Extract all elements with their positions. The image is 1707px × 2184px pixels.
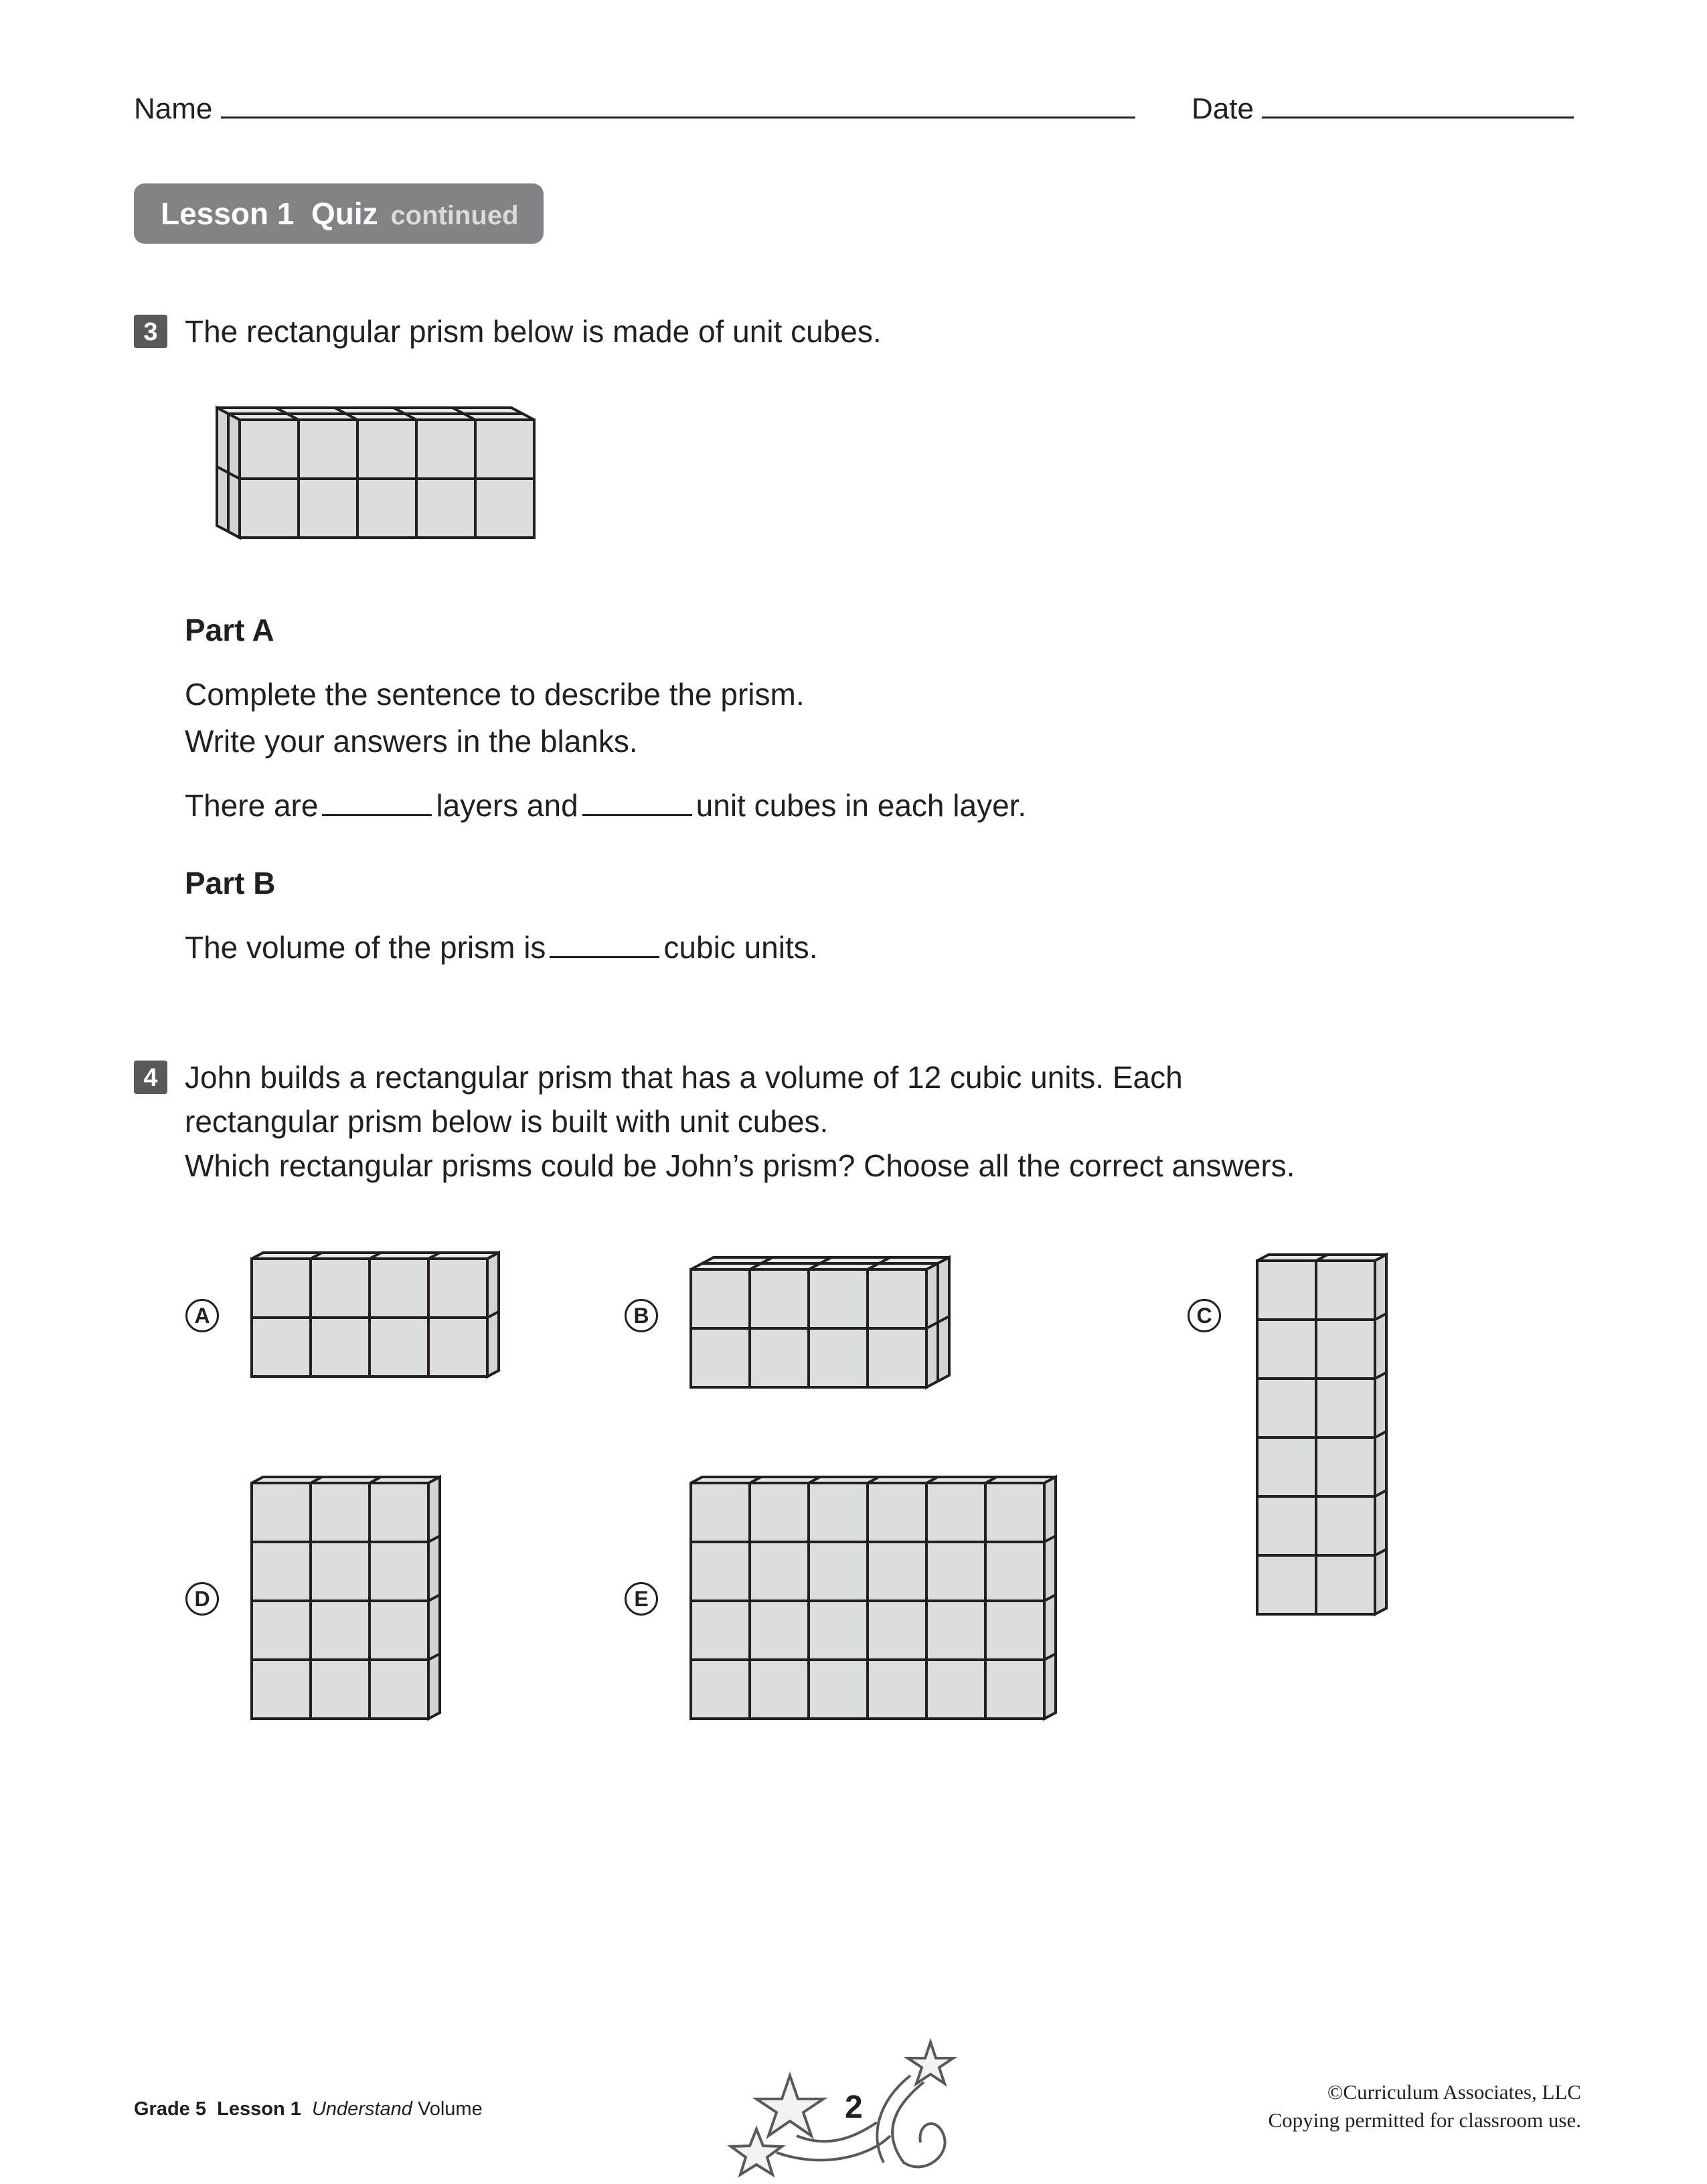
part-a-text-1: There are	[185, 788, 319, 823]
unit-cube	[926, 1660, 985, 1719]
unit-cube	[691, 1601, 750, 1660]
part-b-sentence	[185, 925, 818, 969]
unit-cube	[926, 1542, 985, 1601]
part-a-line-2: Write your answers in the blanks.	[185, 724, 638, 759]
unit-cube	[1257, 1379, 1316, 1437]
option-d-prism[interactable]	[248, 1463, 469, 1731]
unit-cube	[868, 1660, 926, 1719]
unit-cube	[370, 1542, 428, 1601]
unit-cube	[985, 1483, 1044, 1542]
banner-lesson: Lesson 1	[161, 196, 295, 231]
question-3-prompt: The rectangular prism below is made of unit cubes.	[185, 314, 882, 349]
layers-blank[interactable]	[322, 789, 432, 816]
prism-cubes	[252, 1253, 499, 1377]
footer-topic: Volume	[417, 2098, 483, 2120]
unit-cube	[868, 1483, 926, 1542]
unit-cube	[475, 420, 534, 479]
part-b-text-2: cubic units.	[663, 930, 818, 965]
unit-cube	[691, 1660, 750, 1719]
option-a-marker[interactable]: A	[185, 1299, 219, 1332]
lesson-banner	[134, 183, 544, 244]
copyright-line: ©Curriculum Associates, LLC	[1327, 2080, 1581, 2104]
option-c-prism[interactable]	[1252, 1242, 1412, 1630]
unit-cube	[370, 1259, 428, 1318]
question-4-line-1: John builds a rectangular prism that has a volume of 12 cubic units. Each	[185, 1060, 1183, 1095]
question-4-number: 4	[134, 1061, 167, 1094]
unit-cube	[311, 1318, 370, 1377]
prism-cubes	[691, 1257, 949, 1387]
part-b-text-1: The volume of the prism is	[185, 930, 546, 965]
unit-cube	[311, 1660, 370, 1719]
part-b-title: Part B	[185, 866, 276, 901]
question-4-line-3: Which rectangular prisms could be John’s prism? Choose all the correct answers.	[185, 1148, 1295, 1183]
unit-cube	[1257, 1496, 1316, 1555]
prism-cubes	[691, 1477, 1056, 1719]
unit-cube	[691, 1483, 750, 1542]
unit-cube	[868, 1542, 926, 1601]
stars-swirl-icon	[723, 2035, 964, 2183]
unit-cube	[370, 1318, 428, 1377]
question-3-number: 3	[134, 315, 167, 348]
footer-course	[134, 2098, 483, 2120]
unit-cube	[926, 1601, 985, 1660]
footer-understand: Understand	[311, 2098, 412, 2120]
date-blank[interactable]	[1262, 114, 1574, 119]
unit-cube	[1316, 1320, 1375, 1379]
unit-cube	[1316, 1555, 1375, 1614]
part-a-text-2: layers and	[436, 788, 578, 823]
part-a-sentence	[185, 783, 1026, 828]
unit-cube	[1316, 1379, 1375, 1437]
question-4-line-2: rectangular prism below is built with unit cubes.	[185, 1104, 829, 1139]
unit-cube	[985, 1601, 1044, 1660]
name-blank[interactable]	[221, 114, 1135, 119]
unit-cube	[252, 1542, 311, 1601]
unit-cube	[311, 1259, 370, 1318]
page-number: 2	[845, 2090, 863, 2125]
unit-cube	[985, 1660, 1044, 1719]
unit-cube	[1316, 1496, 1375, 1555]
unit-cube	[691, 1328, 750, 1387]
name-field	[134, 92, 1135, 126]
volume-blank[interactable]	[550, 931, 659, 958]
unit-cube	[252, 1259, 311, 1318]
unit-cube	[1257, 1320, 1316, 1379]
unit-cube	[475, 479, 534, 538]
unit-cube	[868, 1601, 926, 1660]
unit-cube	[252, 1318, 311, 1377]
unit-cube	[1316, 1437, 1375, 1496]
name-label: Name	[134, 92, 213, 125]
unit-cube	[809, 1601, 868, 1660]
prism-cubes	[1257, 1255, 1386, 1614]
unit-cube	[868, 1269, 926, 1328]
prism-cubes	[252, 1477, 440, 1719]
cubes-per-layer-blank[interactable]	[582, 789, 692, 816]
unit-cube	[311, 1542, 370, 1601]
unit-cube	[311, 1483, 370, 1542]
unit-cube	[1257, 1555, 1316, 1614]
banner-continued: continued	[390, 201, 519, 230]
unit-cube	[357, 479, 416, 538]
unit-cube	[1257, 1261, 1316, 1320]
unit-cube	[1257, 1437, 1316, 1496]
unit-cube	[311, 1601, 370, 1660]
unit-cube	[750, 1269, 809, 1328]
unit-cube	[252, 1601, 311, 1660]
option-a-prism[interactable]	[248, 1239, 522, 1386]
option-e-marker[interactable]: E	[625, 1582, 658, 1616]
unit-cube	[240, 479, 299, 538]
unit-cube	[370, 1483, 428, 1542]
unit-cube	[691, 1542, 750, 1601]
banner-quiz: Quiz	[311, 196, 378, 231]
option-c-marker[interactable]: C	[1188, 1299, 1221, 1332]
unit-cube	[750, 1542, 809, 1601]
unit-cube	[985, 1542, 1044, 1601]
unit-cube	[299, 420, 357, 479]
unit-cube	[926, 1483, 985, 1542]
unit-cube	[252, 1660, 311, 1719]
date-label: Date	[1192, 92, 1254, 125]
option-b-prism[interactable]	[687, 1239, 995, 1399]
date-field	[1192, 92, 1574, 126]
unit-cube	[750, 1328, 809, 1387]
unit-cube	[416, 479, 475, 538]
option-e-prism[interactable]	[687, 1463, 1088, 1731]
unit-cube	[299, 479, 357, 538]
part-a-line-1: Complete the sentence to describe the prism.	[185, 677, 805, 712]
unit-cube	[370, 1601, 428, 1660]
unit-cube	[357, 420, 416, 479]
unit-cube	[809, 1269, 868, 1328]
option-d-marker[interactable]: D	[185, 1582, 219, 1616]
part-a-text-3: unit cubes in each layer.	[696, 788, 1027, 823]
unit-cube	[240, 420, 299, 479]
footer-grade: Grade 5	[134, 2098, 206, 2120]
prism-cubes	[217, 408, 534, 538]
unit-cube	[691, 1269, 750, 1328]
unit-cube	[750, 1483, 809, 1542]
unit-cube	[370, 1660, 428, 1719]
unit-cube	[868, 1328, 926, 1387]
unit-cube	[809, 1483, 868, 1542]
permission-line: Copying permitted for classroom use.	[1268, 2108, 1581, 2132]
unit-cube	[252, 1483, 311, 1542]
unit-cube	[809, 1328, 868, 1387]
unit-cube	[416, 420, 475, 479]
unit-cube	[428, 1318, 487, 1377]
footer-copyright	[1269, 2078, 1582, 2134]
unit-cube	[809, 1542, 868, 1601]
footer-lesson: Lesson 1	[217, 2098, 301, 2120]
question-3-prism	[187, 385, 549, 546]
unit-cube	[750, 1660, 809, 1719]
unit-cube	[428, 1259, 487, 1318]
unit-cube	[1316, 1261, 1375, 1320]
option-b-marker[interactable]: B	[625, 1299, 658, 1332]
unit-cube	[750, 1601, 809, 1660]
part-a-title: Part A	[185, 613, 274, 647]
unit-cube	[809, 1660, 868, 1719]
